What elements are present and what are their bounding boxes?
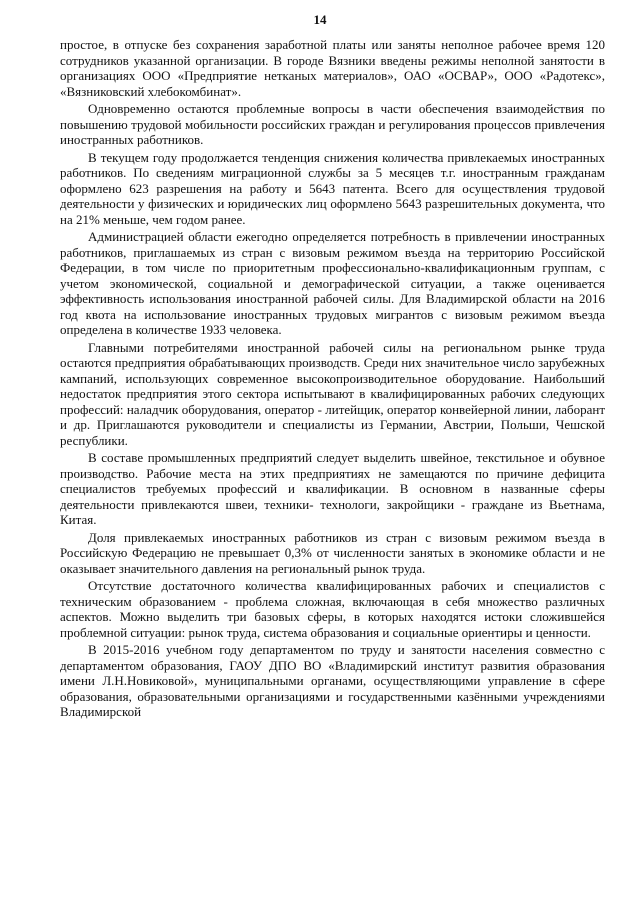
- paragraph-migration-trend: В текущем году продолжается тенденция снижения количества привлекаемых иностранных работников. По сведениям миграционной службы за 5 месяцев т.г. иностранным гражданам оформлено 623 разрешения на работу и 5643 патента. Всего для осуществления трудовой деятельности у физических и юридических лиц оформлено 5643 разрешительных документа, что на 21% меньше, чем годом ранее.: [60, 149, 605, 227]
- paragraph-textile-industry: В составе промышленных предприятий следует выделить швейное, текстильное и обувное производство. Рабочие места на этих предприятиях не замещаются по причине дефицита специалистов требуемых профессий и квалификации. В основном в названные сферы деятельности привлекаются швеи, техники- технологи, закройщики - граждане из Вьетнама, Китая.: [60, 450, 605, 527]
- paragraph-quota: Администрацией области ежегодно определяется потребность в привлечении иностранных работников, приглашаемых из стран с визовым режимом въезда на территорию Российской Федерации, в том числе по приоритетным профессионально-квалификационным группам, с учетом экономической, социальной и демографической ситуации, а также оценивается эффективность использования иностранной рабочей силы. Для Владимирской области на 2016 год квота на использование иностранных трудовых мигрантов с визовым режимом въезда определена в количестве 1933 человека.: [60, 229, 605, 337]
- paragraph-main-consumers: Главными потребителями иностранной рабочей силы на региональном рынке труда остаются предприятия обрабатывающих производств. Среди них значительное число зарубежных кампаний, использующих современное высокопроизводительное оборудование. Наибольший недостаток предприятия этого сектора испытывают в квалифицированных рабочих следующих профессий: наладчик оборудования, оператор - литейщик, оператор конвейерной линии, лаборант и др. Приглашаются руководители и специалисты из Германии, Австрии, Польши, Чешской республики.: [60, 339, 605, 448]
- paragraph-education-year: В 2015-2016 учебном году департаментом по труду и занятости населения совместно с департаментом образования, ГАОУ ДПО ВО «Владимирский институт развития образования имени Л.Н.Новиковой», муниципальными органами, осуществляющими управление в сфере образования, образовательными организациями и государственными казёнными учреждениями Владимирской: [60, 642, 605, 719]
- paragraph-skills-shortage: Отсутствие достаточного количества квалифицированных рабочих и специалистов с техническим образованием - проблема сложная, включающая в себя множество различных аспектов. Можно выделить три базовых сферы, в которых находятся истоки сложившейся проблемной ситуации: рынок труда, система образования и социальные ориентиры и ценности.: [60, 578, 605, 640]
- paragraph-labor-mobility: Одновременно остаются проблемные вопросы в части обеспечения взаимодействия по повышению трудовой мобильности российских граждан и регулирования процессов привлечения иностранных работников.: [60, 101, 605, 147]
- page-number: 14: [313, 12, 327, 27]
- paragraph-continuation: простое, в отпуске без сохранения заработной платы или заняты неполное рабочее время 120 сотрудников указанной организации. В городе Вязники введены режимы неполной занятости в организациях ООО «Предприятие нетканых материалов», ОАО «ОСВАР», ООО «Радотекс», «Вязниковский хлебокомбинат».: [60, 37, 605, 99]
- document-body: [60, 37, 605, 722]
- paragraph-foreign-share: Доля привлекаемых иностранных работников из стран с визовым режимом въезда в Российскую Федерацию не превышает 0,3% от численности занятых в экономике области и не оказывает значительного давления на региональный рынок труда.: [60, 529, 605, 576]
